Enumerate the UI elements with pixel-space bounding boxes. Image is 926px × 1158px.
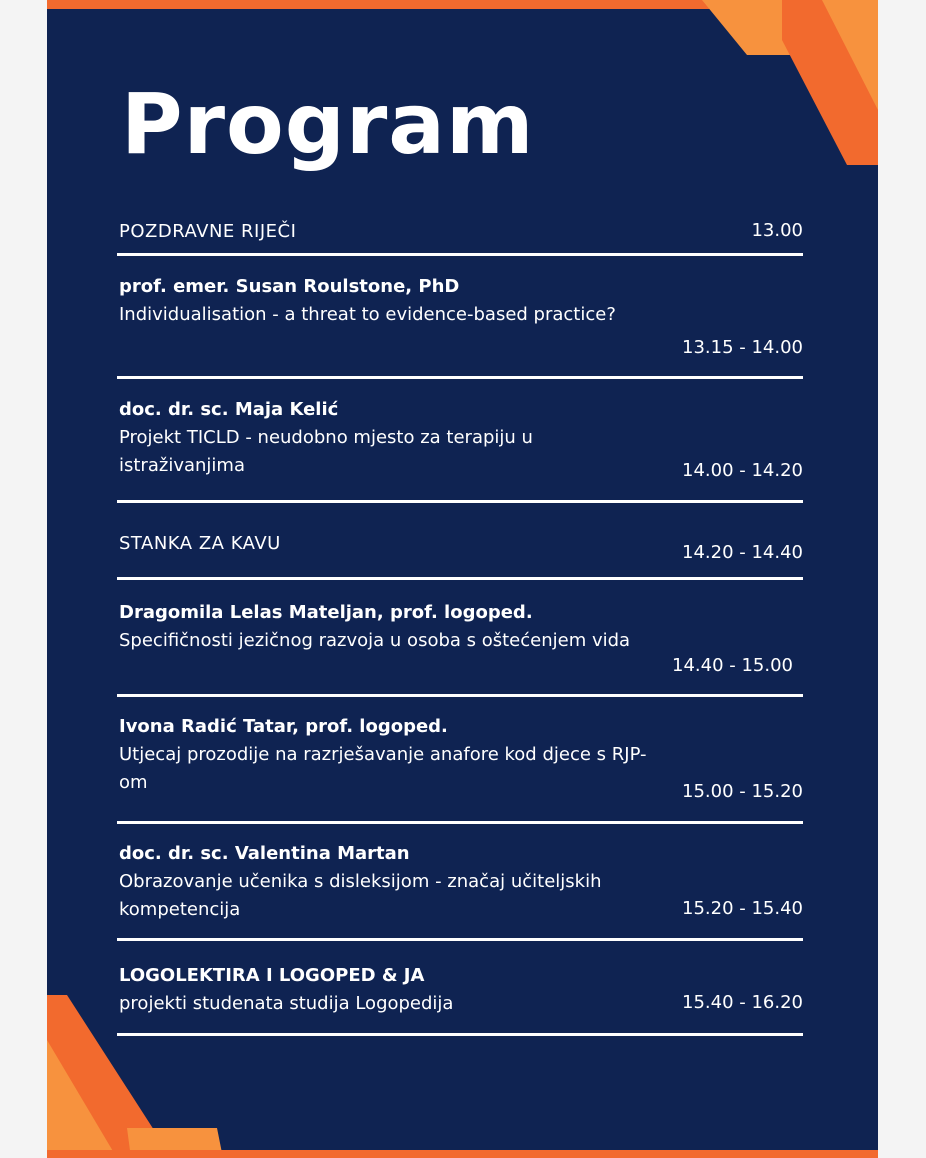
talk-title: Specifičnosti jezičnog razvoja u osoba s oštećenjem vida [119, 630, 631, 651]
talk-title: Utjecaj prozodije na razrješavanje anafore kod djece s RJP-om [119, 744, 647, 793]
program-item [119, 840, 803, 924]
session-time: 15.20 - 15.40 [682, 898, 803, 919]
bottom-accent-strip [47, 1150, 878, 1158]
program-item [119, 530, 803, 563]
talk-title: projekti studenata studija Logopedija [119, 993, 454, 1014]
speaker-name: doc. dr. sc. Maja Kelić [119, 399, 339, 420]
divider [117, 938, 803, 941]
program-item [119, 396, 803, 480]
talk-title: Obrazovanje učenika s disleksijom - značaj učiteljskih kompetencija [119, 871, 602, 920]
session-time: 13.15 - 14.00 [682, 337, 803, 358]
session-time: 15.00 - 15.20 [682, 781, 803, 802]
divider [117, 821, 803, 824]
program-item [119, 273, 803, 358]
speaker-name: LOGOLEKTIRA I LOGOPED & JA [119, 965, 425, 986]
program-item [119, 218, 803, 246]
program-poster [47, 0, 878, 1158]
divider [117, 1033, 803, 1036]
speaker-name: Dragomila Lelas Mateljan, prof. logoped. [119, 602, 533, 623]
speaker-name: prof. emer. Susan Roulstone, PhD [119, 276, 460, 297]
session-time: 14.20 - 14.40 [682, 542, 803, 563]
speaker-name: Ivona Radić Tatar, prof. logoped. [119, 716, 448, 737]
program-item [119, 599, 803, 676]
session-label: POZDRAVNE RIJEČI [119, 221, 297, 242]
divider [117, 253, 803, 256]
session-label: STANKA ZA KAVU [119, 533, 281, 554]
talk-title: Projekt TICLD - neudobno mjesto za terapiju u istraživanjima [119, 427, 533, 476]
divider [117, 694, 803, 697]
program-item [119, 962, 803, 1018]
session-time: 14.00 - 14.20 [682, 460, 803, 481]
speaker-name: doc. dr. sc. Valentina Martan [119, 843, 410, 864]
session-time: 15.40 - 16.20 [682, 992, 803, 1013]
session-time: 14.40 - 15.00 [672, 655, 793, 676]
divider [117, 500, 803, 503]
session-time: 13.00 [751, 220, 803, 241]
page-title: Program [121, 75, 535, 173]
divider [117, 577, 803, 580]
talk-title: Individualisation - a threat to evidence-based practice? [119, 304, 616, 325]
program-item [119, 713, 803, 802]
divider [117, 376, 803, 379]
